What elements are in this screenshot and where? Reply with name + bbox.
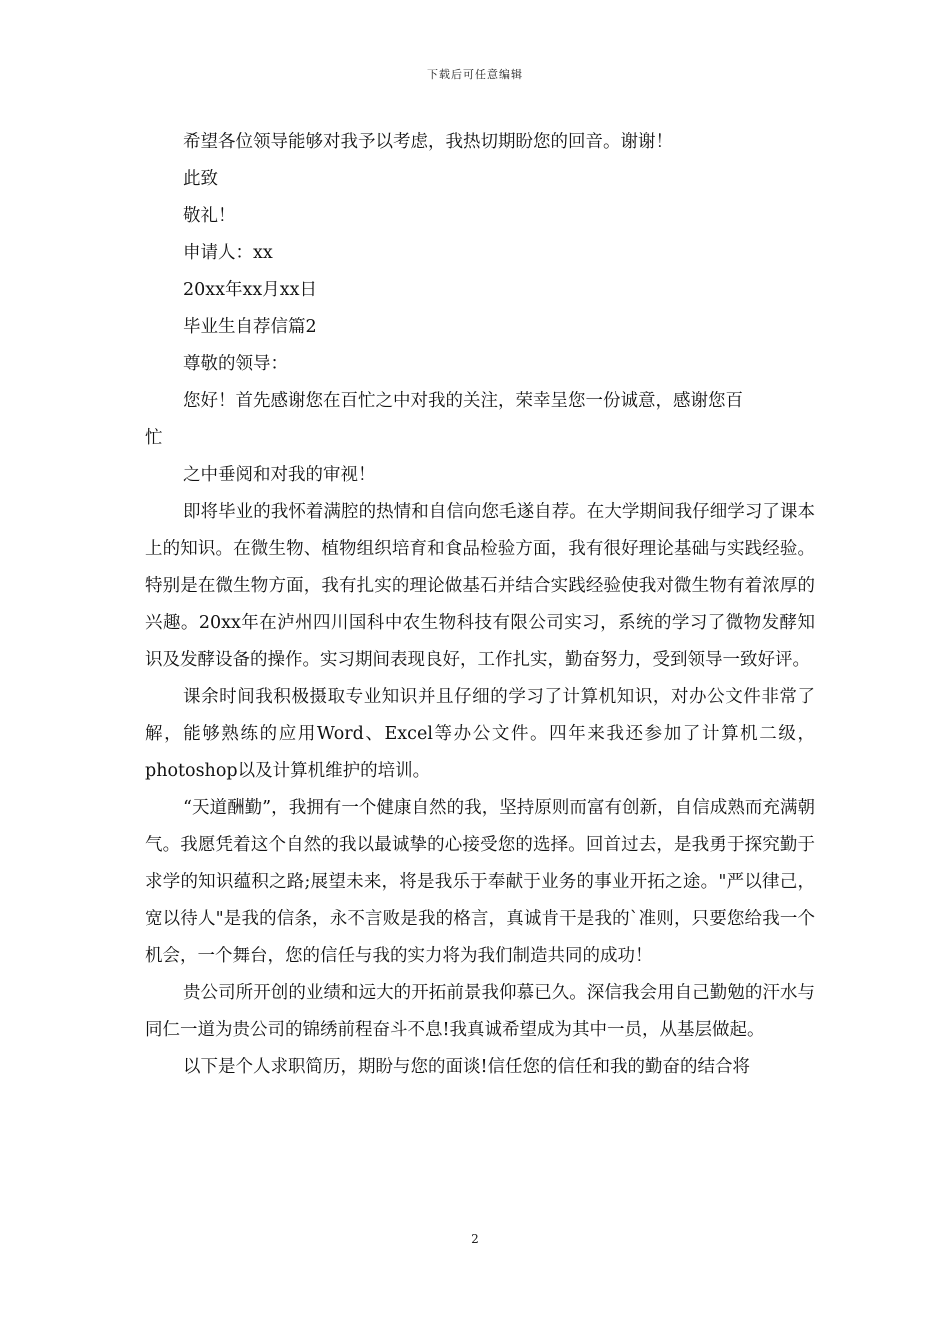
opening-line-continued: 之中垂阅和对我的审视！ [183, 465, 376, 485]
greeting-line: 尊敬的领导： [183, 354, 288, 374]
page-header: 下载后可任意编辑 [427, 68, 523, 81]
letter-body [145, 124, 815, 1086]
salutation-jingli: 敬礼！ [183, 206, 236, 226]
paragraph-company: 贵公司所开创的业绩和远大的开拓前景我仰慕已久。深信我会用自己勤勉的汗水与同仁一道为贵公司的锦绣前程奋斗不息!我真诚希望成为其中一员，从基层做起。 [145, 983, 815, 1040]
closing-hope-line: 希望各位领导能够对我予以考虑，我热切期盼您的回音。谢谢！ [183, 132, 673, 152]
salutation-cizhi: 此致 [183, 169, 218, 189]
page-number: 2 [471, 1232, 479, 1246]
opening-line: 您好！首先感谢您在百忙之中对我的关注，荣幸呈您一份诚意，感谢您百 [183, 391, 743, 411]
paragraph-education: 即将毕业的我怀着满腔的热情和自信向您毛遂自荐。在大学期间我仔细学习了课本上的知识。在微生物、植物组织培育和食品检验方面，我有很好理论基础与实践经验。特别是在微生物方面，我有扎实的理论做基石并结合实践经验使我对微生物有着浓厚的兴趣。20xx年在泸州四川国科中农生物科技有限公司实习，系统的学习了微物发酵知识及发酵设备的操作。实习期间表现良好，工作扎实，勤奋努力，受到领导一致好评。 [145, 502, 815, 670]
paragraph-character: “天道酬勤”，我拥有一个健康自然的我，坚持原则而富有创新，自信成熟而充满朝气。我愿凭着这个自然的我以最诚挚的心接受您的选择。回首过去，是我勇于探究勤于求学的知识蕴积之路;展望未来，将是我乐于奉献于业务的事业开拓之途。"严以律己，宽以待人"是我的信条，永不言败是我的格言，真诚肯干是我的`准则，只要您给我一个机会，一个舞台，您的信任与我的实力将为我们制造共同的成功！ [145, 798, 815, 966]
opening-line-wrap: 忙 [145, 428, 163, 448]
paragraph-resume: 以下是个人求职简历，期盼与您的面谈!信任您的信任和我的勤奋的结合将 [183, 1057, 751, 1077]
applicant-line: 申请人：xx [183, 243, 273, 263]
paragraph-skills: 课余时间我积极摄取专业知识并且仔细的学习了计算机知识，对办公文件非常了解，能够熟练的应用Word、Excel等办公文件。四年来我还参加了计算机二级，photoshop以及计算机维护的培训。 [145, 687, 815, 781]
date-line: 20xx年xx月xx日 [183, 280, 317, 300]
section-title: 毕业生自荐信篇2 [183, 317, 317, 337]
